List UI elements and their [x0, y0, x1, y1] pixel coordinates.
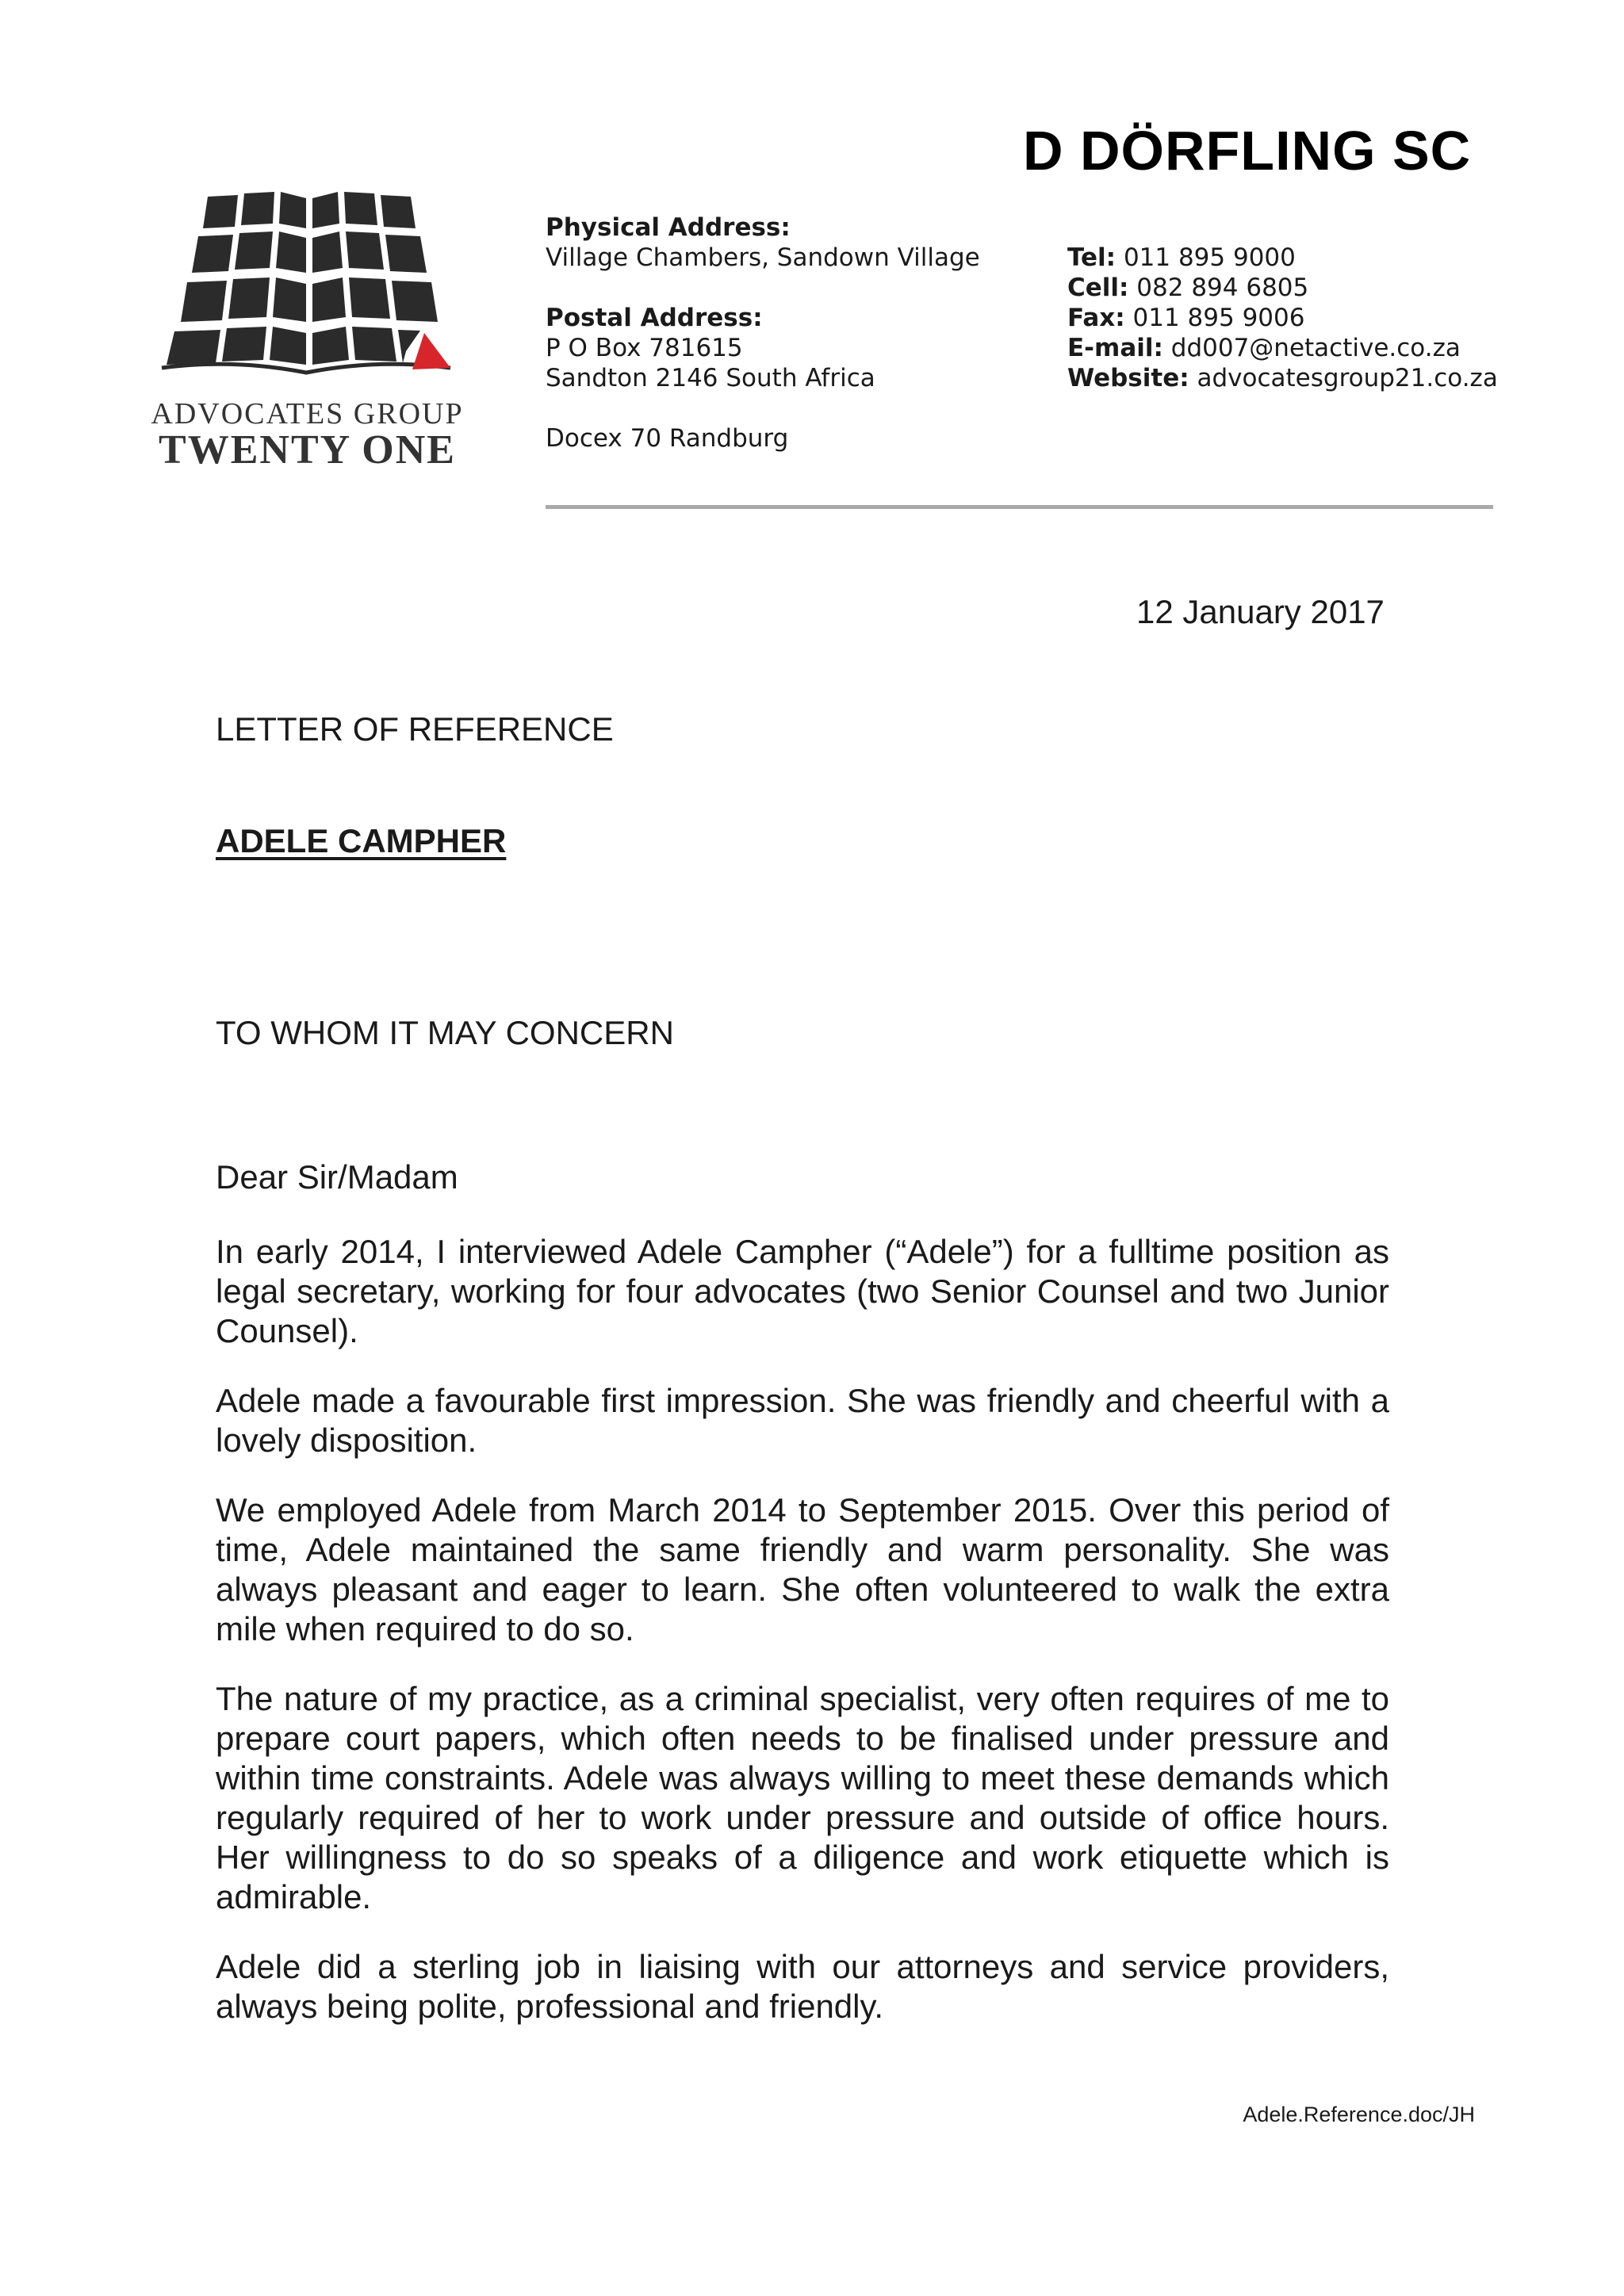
- letter-salutation: Dear Sir/Madam: [216, 1158, 458, 1196]
- logo-text-line2: TWENTY ONE: [159, 427, 456, 473]
- address-block: [546, 212, 980, 453]
- physical-address-value: Village Chambers, Sandown Village: [546, 243, 980, 272]
- contact-tel: [1067, 243, 1498, 273]
- book-building-logo-icon: [151, 189, 464, 379]
- letter-subject: ADELE CAMPHER: [216, 822, 507, 859]
- advocate-name: D DÖRFLING SC: [1023, 120, 1472, 182]
- body-paragraph: We employed Adele from March 2014 to September 2015. Over this period of time, Adele maintained the same friendly and warm personality. She was always pleasant and eager to learn. She often volunteered to walk the extra mile when required to do so.: [216, 1491, 1389, 1647]
- postal-address-line: Sandton 2146 South Africa: [546, 364, 875, 392]
- letter-body: [216, 1232, 1389, 2057]
- contact-website: [1067, 363, 1498, 393]
- logo-text-line1: ADVOCATES GROUP: [151, 397, 464, 430]
- physical-address-label: Physical Address:: [546, 213, 791, 242]
- contact-block: [1067, 243, 1498, 393]
- header-divider: [546, 505, 1493, 509]
- body-paragraph: Adele did a sterling job in liaising with our attorneys and service providers, always being polite, professional and friendly.: [216, 1948, 1389, 2025]
- contact-value: 082 894 6805: [1136, 274, 1309, 302]
- body-paragraph: In early 2014, I interviewed Adele Campher (“Adele”) for a fulltime position as legal secretary, working for four advocates (two Senior Counsel and two Junior Counsel).: [216, 1233, 1389, 1349]
- body-paragraph: Adele made a favourable first impression. She was friendly and cheerful with a lovely disposition.: [216, 1382, 1389, 1459]
- postal-address-line: P O Box 781615: [546, 334, 743, 362]
- contact-label: E-mail:: [1067, 334, 1163, 362]
- document-reference: Adele.Reference.doc/JH: [1243, 2103, 1475, 2126]
- contact-label: Tel:: [1067, 243, 1116, 272]
- contact-email: [1067, 333, 1498, 363]
- letter-date: 12 January 2017: [1136, 593, 1385, 630]
- contact-label: Cell:: [1067, 274, 1129, 302]
- contact-value: dd007@netactive.co.za: [1170, 334, 1461, 362]
- letter-title: LETTER OF REFERENCE: [216, 710, 614, 748]
- body-paragraph: The nature of my practice, as a criminal specialist, very often requires of me to prepare court papers, which often needs to be finalised under pressure and within time constraints. Adele was always willing to meet these demands which regularly required of her to work under pressure and outside of office hours. Her willingness to do so speaks of a diligence and work etiquette which is admirable.: [216, 1680, 1389, 1915]
- letter-recipient: TO WHOM IT MAY CONCERN: [216, 1014, 674, 1051]
- contact-label: Fax:: [1067, 304, 1125, 332]
- contact-cell: [1067, 273, 1498, 303]
- contact-value: advocatesgroup21.co.za: [1197, 364, 1498, 392]
- contact-label: Website:: [1067, 364, 1189, 392]
- postal-address-label: Postal Address:: [546, 304, 763, 332]
- advocates-group-logo: [151, 189, 464, 473]
- contact-value: 011 895 9006: [1132, 304, 1305, 332]
- contact-value: 011 895 9000: [1123, 243, 1296, 272]
- contact-fax: [1067, 303, 1498, 333]
- docex: Docex 70 Randburg: [546, 424, 789, 453]
